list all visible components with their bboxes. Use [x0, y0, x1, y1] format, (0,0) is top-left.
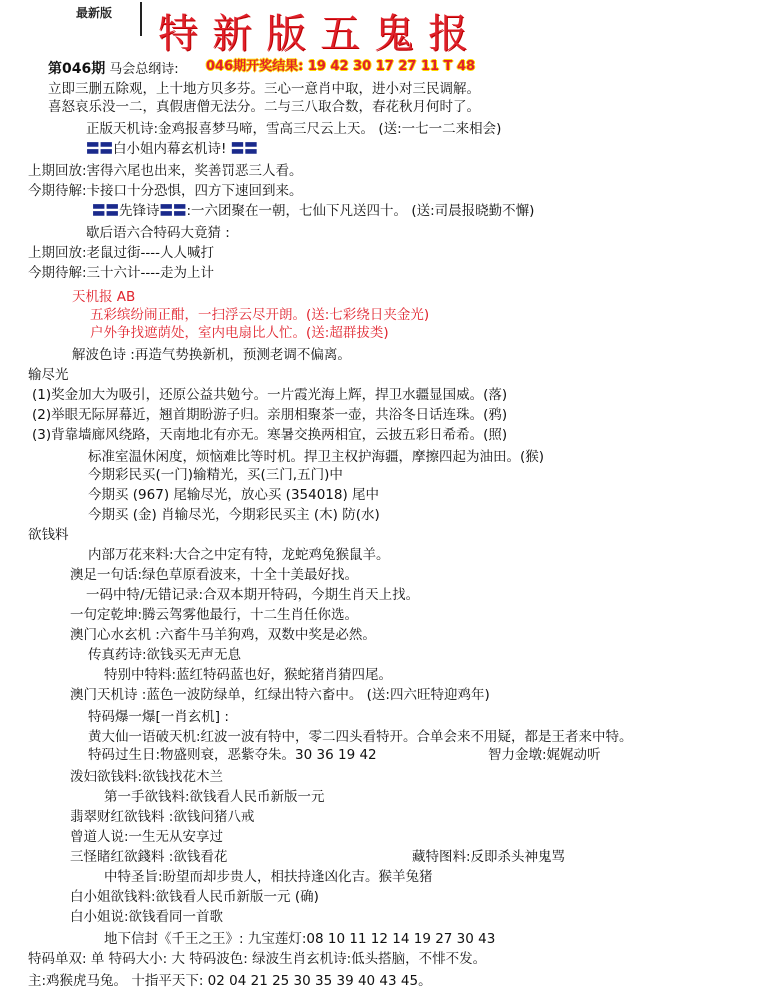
section-mark: 〓〓	[159, 203, 187, 219]
text-line: 今期待解:三十六计----走为上计	[28, 265, 215, 281]
section-title: 先锋诗	[119, 203, 160, 219]
text-line: 白小姐欲钱料:欲钱看人民币新版一元 (确)	[70, 889, 319, 905]
text-line: 今期彩民买(一门)输精光，买(三门,五门)中	[88, 467, 343, 483]
text-line: 黄大仙一语破天机:红波一波有特中，零二四头看特开。合单会来不用疑，都是王者来中特。	[88, 729, 633, 745]
text-line	[86, 140, 258, 158]
section-mark: 〓〓	[92, 203, 119, 219]
text-line: 歇后语六合特码大竟猜 :	[86, 225, 230, 241]
text-line: 澳足一句话:绿色草原看波来，十全十美最好找。	[70, 567, 359, 583]
issue-number: 第046期	[48, 61, 106, 77]
text-line	[92, 202, 534, 220]
text-line: 地下信封《千王之王》: 九宝莲灯:08 10 11 12 14 19 27 30 43	[104, 931, 496, 947]
text-line: 一码中特/无错记录:合双本期开特码，今期生肖天上找。	[86, 587, 420, 603]
text-line: 五彩缤纷闹正酣，一扫浮云尽开朗。(送:七彩绕日夹金光)	[90, 307, 430, 323]
draw-result: 046期开奖结果: 19 42 30 17 27 11 T 48	[206, 59, 476, 74]
text-line: 标准室温休闲度，烦恼难比等时机。捍卫主权护海疆，摩擦四起为油田。(猴)	[88, 449, 545, 465]
header-divider	[140, 2, 142, 36]
text-line: 中特圣旨:盼望而却步贵人，相扶持逢凶化吉。猴羊兔猪	[104, 869, 433, 885]
edition-label: 最新版	[76, 6, 113, 20]
page-title: 特新版五鬼报	[158, 11, 482, 57]
text-line: 内部万花来料:大合之中定有特，龙蛇鸡兔猴鼠羊。	[88, 547, 390, 563]
text-line: 主:鸡猴虎马兔。 十指平天下: 02 04 21 25 30 35 39 40 43 45。	[28, 973, 432, 989]
issue-line	[48, 58, 179, 78]
text-line: 正版天机诗:金鸡报喜梦马啼，雪高三尺云上天。 (送:一七一二来相会)	[86, 121, 502, 137]
text-line: 藏特图料:反即杀头神鬼骂	[412, 849, 566, 865]
text-line: 今期买 (967) 尾输尽光，放心买 (354018) 尾中	[88, 487, 380, 503]
text-line: 今期买 (金) 肖输尽光，今期彩民买主 (木) 防(水)	[88, 507, 380, 523]
text-line: (2)举眼无际屏幕近，翘首期盼游子归。亲朋相聚茶一壶，共浴冬日话连珠。(鸦)	[32, 407, 508, 423]
text-line: 传真药诗:欲钱买无声无息	[88, 647, 242, 663]
text-line: 欲钱料	[28, 527, 69, 543]
text-line: 解波色诗 :再造气势换新机，预测老调不偏离。	[72, 347, 351, 363]
text-line: 喜怒哀乐没一二，真假唐僧无法分。二与三八取合数，春花秋月何时了。	[48, 99, 480, 115]
section-mark: 〓〓	[86, 141, 113, 157]
text-line: 澳门天机诗 :蓝色一波防绿单，红绿出特六畜中。 (送:四六旺特迎鸡年)	[70, 687, 490, 703]
text-line: 上期回放:害得六尾也出来，奖善罚恶三人看。	[28, 163, 303, 179]
section-mark: 〓〓	[230, 141, 258, 157]
text-line: 户外争找遮荫处，室内电扇比人忙。(送:超群拔类)	[90, 325, 389, 341]
text-line: 一句定乾坤:腾云驾雾他最行，十二生肖任你选。	[70, 607, 359, 623]
text-line: 第一手欲钱料:欲钱看人民币新版一元	[104, 789, 325, 805]
text-line: 天机报 AB	[72, 289, 136, 305]
text-line: 三怪睹红欲錢料 :欲钱看花	[70, 849, 228, 865]
text-line: 泼妇欲钱料:欲钱找花木兰	[70, 769, 224, 785]
text-line: 翡翠财红欲钱料 :欲钱问猪八戒	[70, 809, 255, 825]
text-line: 上期回放:老鼠过街----人人喊打	[28, 245, 215, 261]
text-line: 特码爆一爆[一肖玄机] :	[88, 709, 229, 725]
section-title: 白小姐内幕玄机诗!	[113, 141, 231, 157]
text-line: 特码过生日:物盛则衰，恶紫夺朱。30 36 19 42	[88, 747, 377, 763]
text-line: 今期待解:卡接口十分恐惧，四方下速回到来。	[28, 183, 303, 199]
text-line: 输尽光	[28, 367, 69, 383]
text-line: 特别中特料:蓝红特码蓝也好，猴蛇猪肖猜四尾。	[104, 667, 393, 683]
section-title: :一六团聚在一朝，七仙下凡送四十。 (送:司晨报晓勤不懈)	[186, 203, 535, 219]
text-line: 曾道人说:一生无从安享过	[70, 829, 224, 845]
text-line: (3)背靠墙廊风绕路，天南地北有亦无。寒暑交换两相宜，云披五彩日希希。(照)	[32, 427, 508, 443]
issue-subtitle: 马会总纲诗:	[109, 62, 179, 77]
text-line: 智力金墩:娓娓动听	[488, 747, 601, 763]
text-line: (1)奖金加大为吸引，还原公益共勉兮。一片霞光海上辉，捍卫水疆显国威。(落)	[32, 387, 508, 403]
text-line: 澳门心水玄机 :六畜牛马羊狗鸡，双数中奖是必然。	[70, 627, 376, 643]
text-line: 白小姐说:欲钱看同一首歌	[70, 909, 224, 925]
text-line: 立即三删五除观，上十地方贝多芬。三心一意肖中取，进小对三民调解。	[48, 81, 480, 97]
text-line: 特码单双: 单 特码大小: 大 特码波色: 绿波生肖玄机诗:低头搭脑，不悱不发。	[28, 951, 487, 967]
